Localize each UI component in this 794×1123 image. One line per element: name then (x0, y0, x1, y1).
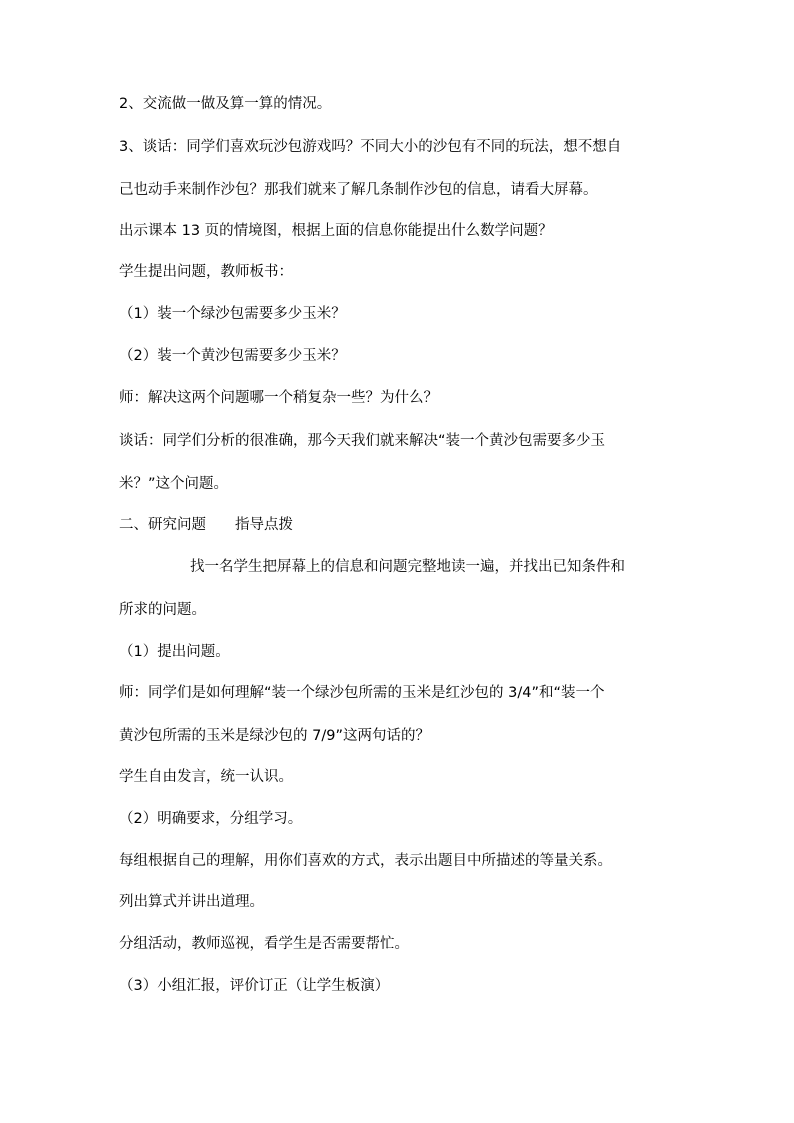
text-line-3: 己也动手来制作沙包？那我们就来了解几条制作沙包的信息，请看大屏幕。 (119, 182, 598, 198)
text-line-10: 米？”这个问题。 (119, 476, 229, 492)
text-line-9: 谈话：同学们分析的很准确，那今天我们就来解决“装一个黄沙包需要多少玉 (119, 433, 606, 449)
text-line-16: 黄沙包所需的玉米是绿沙包的 7/9”这两句话的？ (119, 728, 430, 744)
text-line-12: 找一名学生把屏幕上的信息和问题完整地读一遍，并找出已知条件和 (190, 559, 625, 575)
text-line-21: 分组活动，教师巡视，看学生是否需要帮忙。 (119, 936, 409, 952)
text-line-1: 2、交流做一做及算一算的情况。 (119, 96, 332, 112)
text-line-8: 师：解决这两个问题哪一个稍复杂一些？为什么？ (119, 390, 438, 406)
text-line-15: 师：同学们是如何理解“装一个绿沙包所需的玉米是红沙包的 3/4”和“装一个 (119, 685, 605, 701)
text-line-7: （2）装一个黄沙包需要多少玉米？ (119, 348, 346, 364)
text-line-17: 学生自由发言，统一认识。 (119, 769, 293, 785)
text-line-18: （2）明确要求，分组学习。 (119, 811, 303, 827)
text-line-6: （1）装一个绿沙包需要多少玉米？ (119, 306, 346, 322)
text-line-19: 每组根据自己的理解，用你们喜欢的方式，表示出题目中所描述的等量关系。 (119, 853, 612, 869)
text-line-20: 列出算式并讲出道理。 (119, 894, 264, 910)
section-heading: 二、研究问题 指导点拨 (119, 517, 293, 533)
text-line-5: 学生提出问题，教师板书： (119, 264, 293, 280)
text-line-2: 3、谈话：同学们喜欢玩沙包游戏吗？不同大小的沙包有不同的玩法，想不想自 (119, 139, 622, 155)
text-line-22: （3）小组汇报，评价订正（让学生板演） (119, 978, 390, 994)
text-line-14: （1）提出问题。 (119, 644, 230, 660)
text-line-4: 出示课本 13 页的情境图，根据上面的信息你能提出什么数学问题？ (119, 223, 553, 239)
text-line-13: 所求的问题。 (119, 602, 206, 618)
